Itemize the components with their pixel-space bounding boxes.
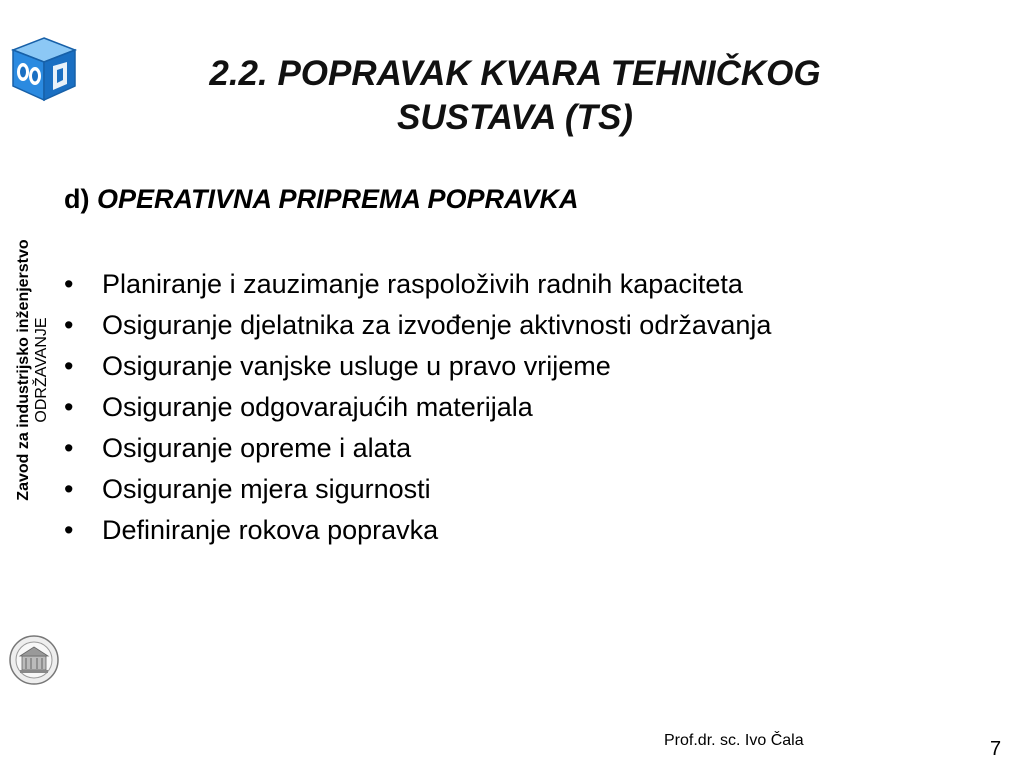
sidebar-org: Zavod za industrijsko inženjerstvo xyxy=(15,239,32,501)
bullet-icon: • xyxy=(64,433,74,463)
section-heading xyxy=(64,184,579,215)
list-item-text: Osiguranje vanjske usluge u pravo vrijeme xyxy=(102,351,611,381)
slide-title-line2: SUSTAVA (TS) xyxy=(397,98,633,137)
section-label: d) xyxy=(64,184,90,214)
bullet-icon: • xyxy=(64,269,74,299)
list-item-text: Planiranje i zauzimanje raspoloživih radnih kapaciteta xyxy=(102,269,743,299)
cube-logo-icon xyxy=(9,36,79,102)
list-item xyxy=(64,469,771,510)
bullet-icon: • xyxy=(64,310,74,340)
list-item xyxy=(64,264,771,305)
slide-title-line1: 2.2. POPRAVAK KVARA TEHNIČKOG xyxy=(209,54,821,93)
list-item xyxy=(64,387,771,428)
list-item xyxy=(64,428,771,469)
section-text: OPERATIVNA PRIPREMA POPRAVKA xyxy=(97,184,579,214)
list-item xyxy=(64,510,771,551)
list-item-text: Osiguranje odgovarajućih materijala xyxy=(102,392,533,422)
bullet-list xyxy=(64,264,771,551)
bullet-icon: • xyxy=(64,474,74,504)
sidebar-dept: ODRŽAVANJE xyxy=(33,317,50,423)
list-item-text: Osiguranje mjera sigurnosti xyxy=(102,474,431,504)
bullet-icon: • xyxy=(64,515,74,545)
bullet-icon: • xyxy=(64,351,74,381)
sidebar-caption xyxy=(15,205,59,535)
slide-title xyxy=(120,52,910,140)
page-number: 7 xyxy=(990,738,1002,760)
list-item xyxy=(64,305,771,346)
university-seal-icon xyxy=(8,634,60,686)
list-item xyxy=(64,346,771,387)
list-item-text: Osiguranje opreme i alata xyxy=(102,433,412,463)
footer-author: Prof.dr. sc. Ivo Čala xyxy=(664,732,804,749)
list-item-text: Osiguranje djelatnika za izvođenje aktivnosti održavanja xyxy=(102,310,772,340)
bullet-icon: • xyxy=(64,392,74,422)
list-item-text: Definiranje rokova popravka xyxy=(102,515,439,545)
